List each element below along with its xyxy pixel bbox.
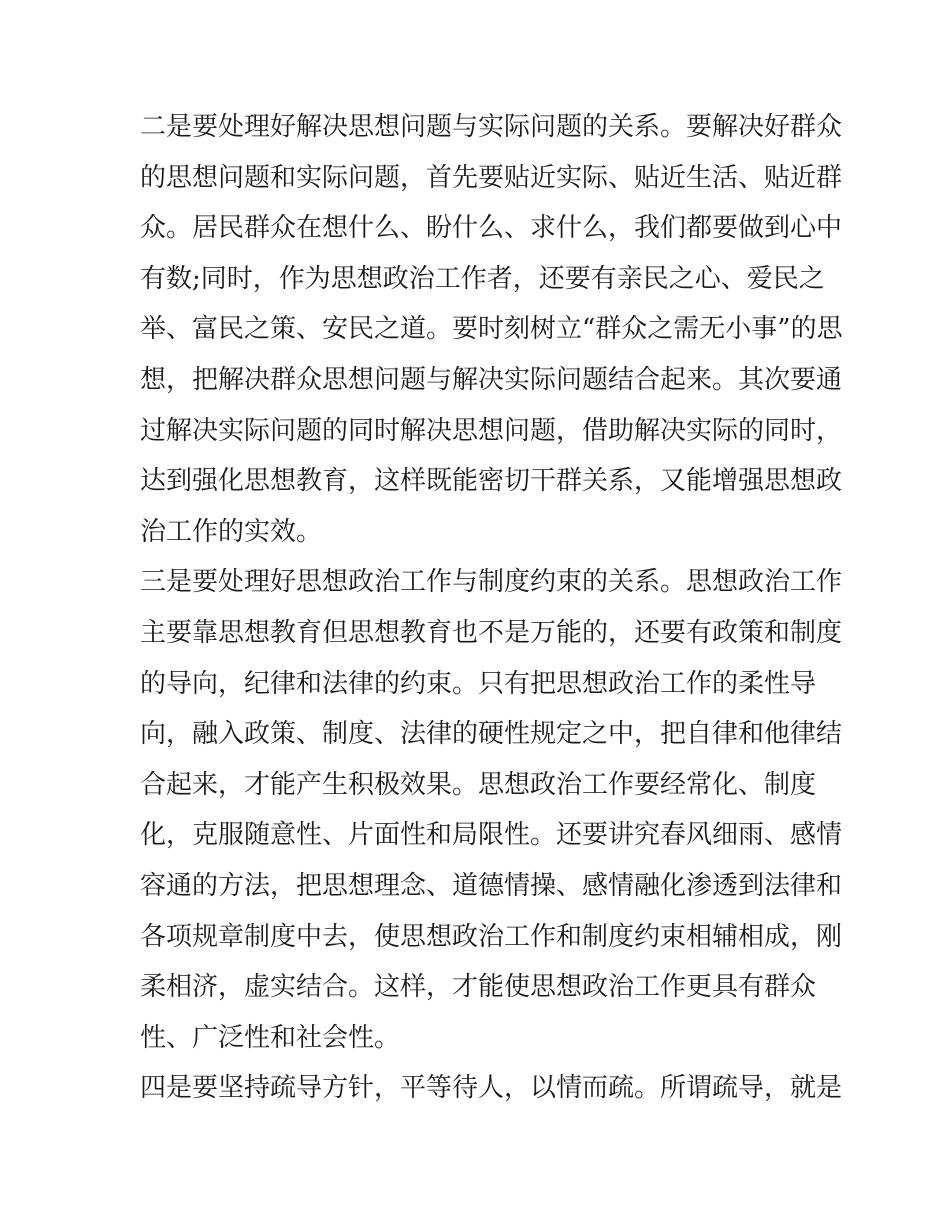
paragraph-2 [140,102,843,557]
paragraph-3 [140,557,843,1063]
text-line: 达到强化思想教育，这样既能密切干群关系，又能增强思想政 [140,466,843,497]
text-line: 主要靠思想教育但思想教育也不是万能的，还要有政策和制度 [140,617,843,648]
text-line: 向，融入政策、制度、法律的硬性规定之中，把自律和他律结 [140,719,843,750]
text-line: 性、广泛性和社会性。 [140,1022,401,1053]
text-line: 有数;同时，作为思想政治工作者，还要有亲民之心、爱民之 [140,263,825,294]
text-line: 各项规章制度中去，使思想政治工作和制度约束相辅相成，刚 [140,921,843,952]
text-line: 二是要处理好解决思想问题与实际问题的关系。要解决好群众 [140,112,843,142]
paragraph-4 [140,1063,843,1114]
text-line: 四是要坚持疏导方针，平等待人，以情而疏。所谓疏导，就是 [140,1073,843,1104]
text-line: 的导向，纪律和法律的约束。只有把思想政治工作的柔性导 [140,668,817,699]
text-line: 化，克服随意性、片面性和局限性。还要讲究春风细雨、感情 [140,820,843,851]
text-line: 的思想问题和实际问题，首先要贴近实际、贴近生活、贴近群 [140,162,843,193]
text-line: 想，把解决群众思想问题与解决实际问题结合起来。其次要通 [140,364,843,395]
text-line: 柔相济，虚实结合。这样，才能使思想政治工作更具有群众 [140,972,817,1003]
document-body [140,102,843,1114]
text-line: 过解决实际问题的同时解决思想问题，借助解决实际的同时， [140,415,843,446]
text-line: 三是要处理好思想政治工作与制度约束的关系。思想政治工作 [140,567,843,598]
text-line: 举、富民之策、安民之道。要时刻树立“群众之需无小事”的思 [140,314,843,345]
text-line: 容通的方法，把思想理念、道德情操、感情融化渗透到法律和 [140,870,843,901]
text-line: 众。居民群众在想什么、盼什么、求什么，我们都要做到心中 [140,213,843,244]
text-line: 治工作的实效。 [140,516,323,547]
text-line: 合起来，才能产生积极效果。思想政治工作要经常化、制度 [140,769,817,800]
